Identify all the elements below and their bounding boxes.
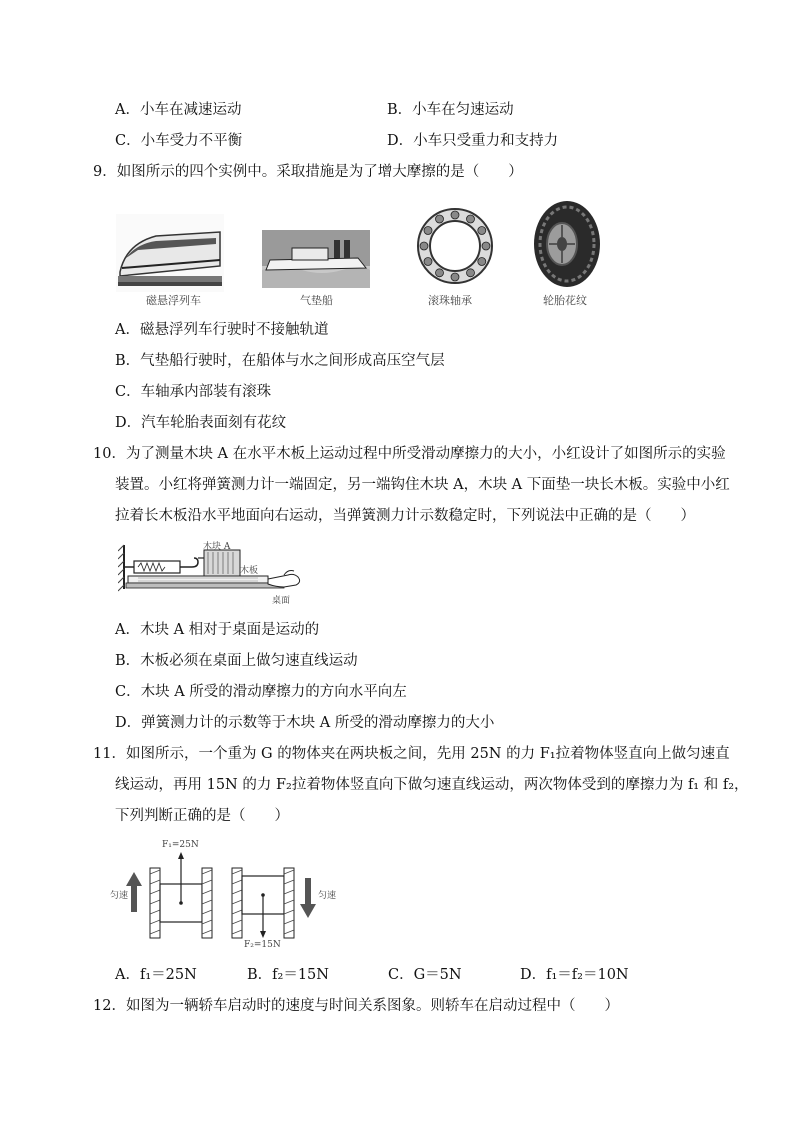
- block-a-label: 木块 A: [203, 542, 231, 552]
- tire-tread-photo: [532, 199, 602, 289]
- q11-option-d: D．f₁＝f₂＝10N: [520, 967, 629, 983]
- q11-stem-line3: 下列判断正确的是（ ）: [115, 808, 289, 824]
- right-uniform-note: 匀速: [318, 891, 337, 901]
- q8-option-d: D．小车只受重力和支持力: [387, 133, 559, 149]
- q10-option-c: C．木块 A 所受的滑动摩擦力的方向水平向左: [115, 684, 407, 700]
- table-label: 桌面: [272, 596, 291, 606]
- f2-label: F₂=15N: [244, 940, 281, 950]
- board-label: 木板: [240, 566, 259, 576]
- ball-bearing-photo: [415, 206, 495, 286]
- q11-option-a: A．f₁＝25N: [115, 967, 197, 983]
- q9-option-c: C．车轴承内部装有滚珠: [115, 384, 272, 400]
- q8-option-b: B．小车在匀速运动: [387, 102, 514, 118]
- hovercraft-caption: 气垫船: [300, 294, 333, 307]
- q10-option-b: B．木板必须在桌面上做匀速直线运动: [115, 653, 358, 669]
- q11-option-c: C．G＝5N: [388, 967, 462, 983]
- left-uniform-note: 匀速: [110, 891, 129, 901]
- maglev-train-photo: [116, 214, 224, 292]
- tire-caption: 轮胎花纹: [543, 294, 587, 307]
- q9-option-a: A．磁悬浮列车行驶时不接触轨道: [115, 322, 329, 338]
- q10-stem-line3: 拉着长木板沿水平地面向右运动，当弹簧测力计示数稳定时，下列说法中正确的是（ ）: [115, 508, 695, 524]
- q8-option-a: A．小车在减速运动: [115, 102, 242, 118]
- q9-stem: 9．如图所示的四个实例中。采取措施是为了增大摩擦的是（ ）: [93, 164, 523, 180]
- f1-label: F₁=25N: [162, 840, 199, 850]
- bearing-caption: 滚珠轴承: [428, 294, 472, 307]
- q8-option-c: C．小车受力不平衡: [115, 133, 243, 149]
- q9-option-b: B．气垫船行驶时，在船体与水之间形成高压空气层: [115, 353, 445, 369]
- q10-option-d: D．弹簧测力计的示数等于木块 A 所受的滑动摩擦力的大小: [115, 715, 495, 731]
- q12-stem: 12．如图为一辆轿车启动时的速度与时间关系图象。则轿车在启动过程中（ ）: [93, 998, 619, 1014]
- q9-option-d: D．汽车轮胎表面刻有花纹: [115, 415, 287, 431]
- hovercraft-photo: [262, 230, 370, 288]
- q10-option-a: A．木块 A 相对于桌面是运动的: [115, 622, 320, 638]
- q10-stem-line1: 10．为了测量木块 A 在水平木板上运动过程中所受滑动摩擦力的大小，小红设计了如图所示的实验: [93, 446, 726, 462]
- q11-option-b: B．f₂＝15N: [247, 967, 329, 983]
- q10-stem-line2: 装置。小红将弹簧测力计一端固定，另一端钩住木块 A，木块 A 下面垫一块长木板。实验中小红: [115, 477, 730, 493]
- q11-stem-line2: 线运动，再用 15N 的力 F₂拉着物体竖直向下做匀速直线运动，两次物体受到的摩擦力为 f₁ 和 f₂，: [115, 777, 749, 793]
- clamped-object-diagram: [110, 840, 340, 958]
- q11-stem-line1: 11．如图所示，一个重为 G 的物体夹在两块板之间，先用 25N 的力 F₁拉着物体竖直向上做匀速直: [93, 746, 730, 762]
- maglev-caption: 磁悬浮列车: [146, 294, 201, 307]
